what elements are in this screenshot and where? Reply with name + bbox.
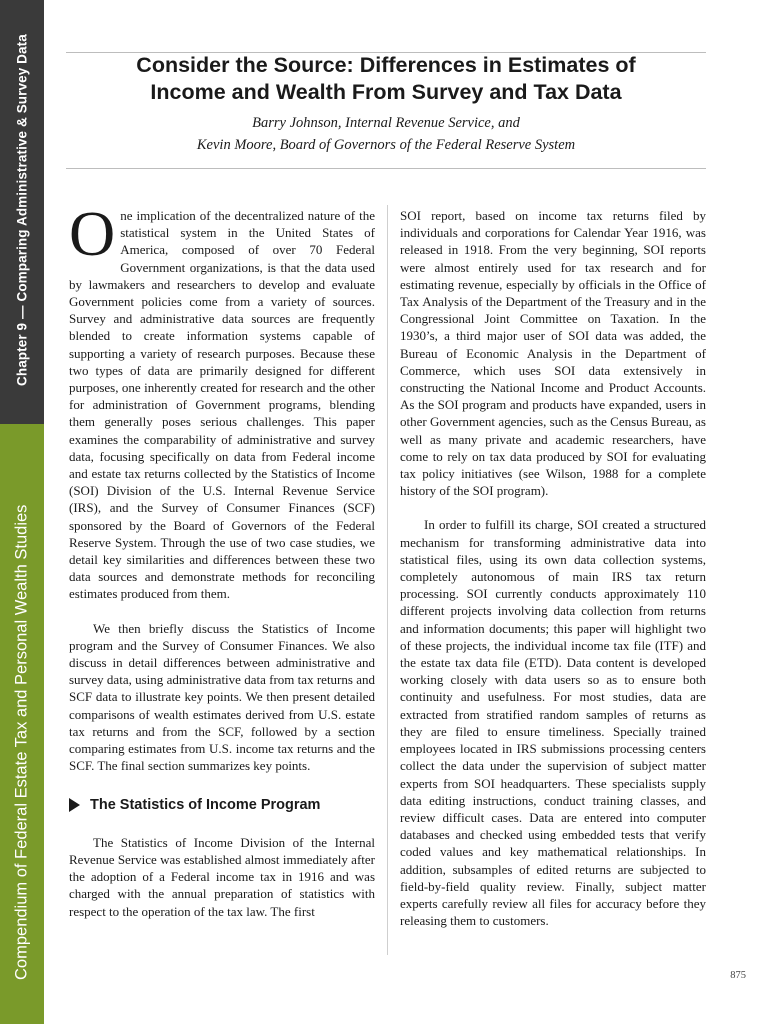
left-column (69, 198, 375, 920)
author-line-2: Kevin Moore, Board of Governors of the Federal Reserve System (196, 137, 576, 153)
soi-process-paragraph: In order to fulfill its charge, SOI created a structured mechanism for transforming administrative data into statistical files, using its own data collection systems, completely autonomous of main IRS tax return processing. SOI currently conducts approximately 110 different projects involving data collection from returns and information documents; this paper will highlight two of these projects, the individual income tax file (ITF) and the estate tax data file (ETD). Data content is developed working closely with data users so as to ensure both continuity and usefulness. For most studies, data are extracted from stratified random samples of returns as they are filed to ensure timeliness. Specially trained employees located in IRS submissions processing centers collect the data under the supervision of subject matter experts from SOI headquarters. These specialists supply data editing instructions, conduct training classes, and review difficult cases. Data are entered into computer databases and checked using embedded tests that verify coded values and key mathematical relationships. In addition, subsamples of edited returns are subjected to field-by-field quality review. Finally, subject matter experts carefully review all files for accuracy before they releasing them to customers. (400, 517, 706, 929)
section-heading (69, 797, 375, 814)
author-line-1: Barry Johnson, Internal Revenue Service, and (252, 115, 520, 131)
page-number: 875 (730, 970, 746, 981)
sidebar-chapter-label: Chapter 9 — Comparing Administrative & Survey Data (14, 34, 30, 386)
drop-cap: O (69, 198, 116, 269)
soi-history-paragraph: SOI report, based on income tax returns filed by individuals and corporations for Calendar Year 1916, was released in 1918. From the very beginning, SOI reports were almost entirely used for tax research and for estimating revenue, especially by officials in the Office of Tax Analysis of the Department of the Treasury and in the Congressional Joint Committee on Taxation. In the 1930’s, a third major user of SOI data was added, the Bureau of Economic Analysis in the Department of Commerce, which uses SOI data extensively in constructing the National Income and Product Accounts. As the SOI program and products have expanded, users in other Government agencies, such as the Census Bureau, as well as many private and academic researchers, have come to rely on tax data produced by SOI for evaluating tax policy initiatives (see Wilson, 1988 for a complete history of the SOI program). (400, 208, 706, 499)
intro-paragraph (69, 198, 375, 603)
column-divider (387, 205, 388, 955)
intro-paragraph-text: ne implication of the decentralized nature of the statistical system in the United States of America, composed of over 70 Federal Government organizations, is that the data used by lawmakers and researchers to develop and evaluate Government policies come from a variety of sources. Survey and administrative data sources are frequently blended to create information systems capable of supporting a variety of research purposes. Because these two types of data are primarily designed for different purposes, one inherently created for research and the other for administration of Government programs, blending them generally poses serious challenges. This paper examines the comparability of administrative and survey data, focusing specifically on data from Federal income and estate tax returns collected by the Statistics of Income (SOI) Division of the U.S. Internal Revenue Service (IRS), and the Survey of Consumer Finances (SCF) sponsored by the Board of Governors of the Federal Reserve System. Through the use of two case studies, we detail key similarities and differences between these two data sources and demonstrate methods for reconciling estimates produced from them. (69, 208, 375, 602)
section-heading-text: The Statistics of Income Program (90, 796, 321, 813)
title-line-2: Income and Wealth From Survey and Tax Data (150, 80, 622, 104)
right-column (400, 207, 706, 929)
soi-paragraph: The Statistics of Income Division of the Internal Revenue Service was established almost immediately after the adoption of a Federal income tax in 1916 and was charged with the annual preparation of statistics with respect to the operation of the tax law. The first (69, 834, 375, 919)
triangle-bullet-icon (69, 798, 80, 812)
author-byline (66, 112, 706, 156)
page-title (66, 52, 706, 106)
header-bottom-rule (66, 168, 706, 169)
title-line-1: Consider the Source: Differences in Estimates of (136, 53, 636, 77)
sidebar-compendium-label: Compendium of Federal Estate Tax and Personal Wealth Studies (12, 504, 31, 980)
overview-paragraph: We then briefly discuss the Statistics of Income program and the Survey of Consumer Finances. We also discuss in detail differences between administrative and survey data, using administrative data from tax returns and SCF data to illustrate key points. We then present detailed comparisons of wealth estimates derived from U.S. estate tax returns and from the SCF, followed by a section comparing estimates from U.S. income tax returns and the SCF. The final section summarizes key points. (69, 620, 375, 774)
